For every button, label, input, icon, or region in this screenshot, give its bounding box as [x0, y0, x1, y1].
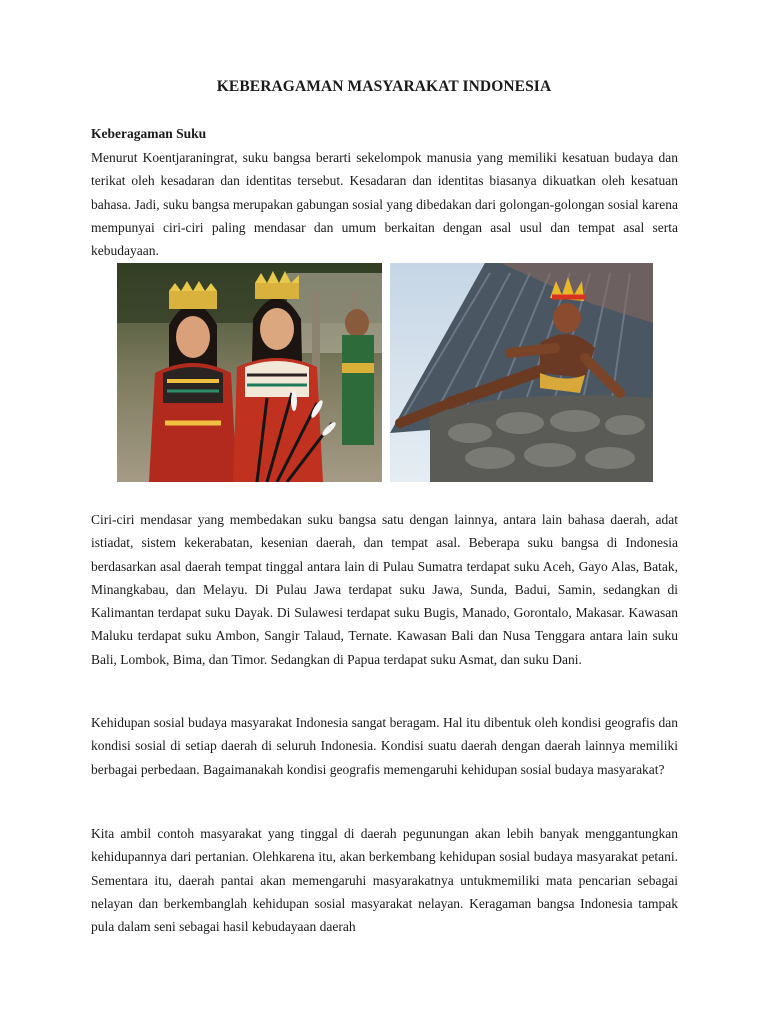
section-heading: Keberagaman Suku: [91, 126, 207, 141]
paragraph-kehidupan-sosial: Kehidupan sosial budaya masyarakat Indonesia sangat beragam. Hal itu dibentuk oleh kondisi geografis dan kondisi sosial di setiap daerah di seluruh Indonesia. Kondisi suatu daerah dengan daerah lainnya memiliki berbagai perbedaan. Bagaimanakah kondisi geografis memengaruhi kehidupan sosial budaya masyarakat?: [91, 715, 678, 777]
paragraph-intro: Menurut Koentjaraningrat, suku bangsa berarti sekelompok manusia yang memiliki kesatuan budaya dan terikat oleh kesadaran dan identitas tersebut. Kesadaran dan identitas biasanya dikuatkan oleh kesatuan bahasa. Jadi, suku bangsa merupakan gabungan sosial yang dibedakan dari golongan-golongan sosial karena mempunyai ciri-ciri paling mendasar dan umum berkaitan dengan asal usul dan tempat asal serta kebudayaan.: [91, 150, 678, 259]
paragraph-ciri-ciri: Ciri-ciri mendasar yang membedakan suku bangsa satu dengan lainnya, antara lain bahasa daerah, adat istiadat, sistem kekerabatan, kesenian daerah, dan tempat asal. Beberapa suku bangsa di Indonesia berdasarkan asal daerah tempat tinggal antara lain di Pulau Sumatra terdapat suku Aceh, Gayo Alas, Batak, Minangkabau, dan Melayu. Di Pulau Jawa terdapat suku Jawa, Sunda, Badui, Samin, sedangkan di Kalimantan terdapat suku Dayak. Di Sulawesi terdapat suku Bugis, Manado, Gorontalo, Makasar. Kawasan Maluku terdapat suku Ambon, Sangir Talaud, Ternate. Kawasan Bali dan Nusa Tenggara antara lain suku Bali, Lombok, Bima, dan Timor. Sedangkan di Papua terdapat suku Asmat, dan suku Dani.: [91, 512, 678, 667]
page-title: KEBERAGAMAN MASYARAKAT INDONESIA: [216, 78, 552, 95]
dayak-girls-photo: [117, 263, 382, 482]
paragraph-contoh: Kita ambil contoh masyarakat yang tinggal di daerah pegunungan akan lebih banyak menggantungkan kehidupannya dari pertanian. Olehkarena itu, akan berkembang kehidupan sosial budaya masyarakat petani. Sementara itu, daerah pantai akan memengaruhi masyarakatnya untukmemiliki mata pencarian sebagai nelayan dan berkembanglah kehidupan sosial masyarakat nelayan. Keragaman bangsa Indonesia tampak pula dalam seni sebagai hasil kebudayaan daerah: [91, 826, 678, 935]
nias-stone-jumping-photo: [390, 263, 653, 482]
